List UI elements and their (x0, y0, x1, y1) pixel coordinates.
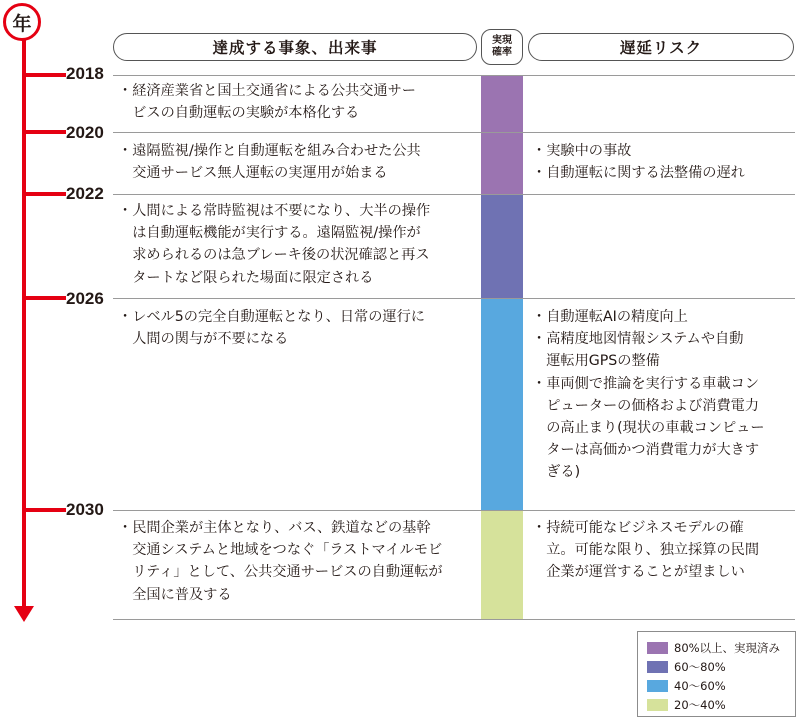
risk-line: ・持続可能なビジネスモデルの確 (532, 520, 744, 536)
row-divider (113, 619, 795, 620)
event-line: ・民間企業が主体となり、バス、鉄道などの基幹 (118, 520, 431, 536)
event-line: ビスの自動運転の実験が本格化する (118, 105, 360, 122)
row-divider (113, 75, 795, 76)
year-label: 2020 (66, 123, 104, 142)
legend-label: 60〜80% (674, 660, 726, 674)
probability-segment (481, 75, 523, 133)
legend-label: 80%以上、実現済み (674, 641, 781, 655)
year-tick (26, 130, 66, 134)
risk-line: ターは高価かつ消費電力が大きす (532, 442, 760, 459)
event-row-2026 (118, 306, 478, 350)
row-divider (113, 132, 795, 133)
probability-header-line1: 実現 (492, 35, 512, 46)
event-line: ・経済産業省と国土交通省による公共交通サー (118, 83, 416, 99)
legend-item (647, 679, 726, 693)
risks-column-header: 遅延リスク (528, 33, 794, 61)
events-column-header: 達成する事象、出来事 (113, 33, 477, 61)
event-line: ・人間による常時監視は不要になり、大半の操作 (118, 203, 431, 219)
event-line: は自動運転機能が実行する。遠隔監視/操作が (118, 225, 421, 242)
event-line: 求められるのは急ブレーキ後の状況確認と再ス (118, 247, 430, 264)
timeline-arrow-icon (14, 606, 34, 622)
year-tick (26, 508, 66, 512)
probability-segment (481, 133, 523, 194)
risk-line: ・自動運転AIの精度向上 (532, 309, 688, 325)
risk-line: ぎる) (532, 464, 581, 481)
legend-swatch (647, 699, 668, 711)
event-line: リティ」として、公共交通サービスの自動運転が (118, 564, 443, 581)
timeline-axis (22, 34, 26, 610)
probability-header-line2: 確率 (492, 47, 512, 58)
event-line: 交通システムと地域をつなぐ「ラストマイルモビ (118, 542, 443, 559)
risk-line: 運転用GPSの整備 (532, 353, 660, 370)
probability-segment (481, 194, 523, 299)
year-label: 2018 (66, 64, 104, 83)
risk-line: ピューターの価格および消費電力 (532, 397, 760, 414)
legend-item (647, 698, 726, 712)
legend-item (647, 641, 780, 655)
risk-row-2026 (532, 306, 794, 484)
event-line: 人間の関与が不要になる (118, 331, 289, 348)
event-line: ・レベル5の完全自動運転となり、日常の運行に (118, 309, 425, 325)
probability-segment (481, 299, 523, 511)
probability-segment (481, 511, 523, 619)
year-tick (26, 296, 66, 300)
event-line: 交通サービス無人運転の実運用が始まる (118, 165, 388, 182)
event-line: ・遠隔監視/操作と自動運転を組み合わせた公共 (118, 143, 421, 159)
row-divider (113, 298, 795, 299)
legend-swatch (647, 661, 668, 673)
risk-line: ・高精度地図情報システムや自動 (532, 331, 744, 348)
event-row-2018 (118, 80, 478, 124)
risk-row-2030 (532, 517, 794, 584)
year-tick (26, 73, 66, 77)
probability-column-header (481, 29, 523, 65)
legend-label: 20〜40% (674, 698, 726, 712)
year-tick (26, 192, 66, 196)
risk-line: の高止まり(現状の車載コンピュー (532, 420, 765, 437)
risk-line: 立。可能な限り、独立採算の民間 (532, 542, 760, 559)
row-divider (113, 510, 795, 511)
event-row-2030 (118, 517, 478, 606)
risk-line: ・車両側で推論を実行する車載コン (532, 375, 760, 392)
event-row-2020 (118, 140, 478, 184)
event-line: タートなど限られた場面に限定される (118, 269, 374, 286)
risk-line: ・自動運転に関する法整備の遅れ (532, 165, 745, 182)
risk-line: ・実験中の事故 (532, 143, 632, 159)
risk-row-2020 (532, 140, 794, 184)
legend-swatch (647, 642, 668, 654)
row-divider (113, 194, 795, 195)
event-line: 全国に普及する (118, 586, 232, 603)
year-label: 2030 (66, 500, 104, 519)
risk-line: 企業が運営することが望ましい (532, 564, 745, 581)
year-label: 2026 (66, 289, 104, 308)
legend-item (647, 660, 726, 674)
event-row-2022 (118, 200, 478, 289)
probability-legend (637, 631, 796, 717)
legend-label: 40〜60% (674, 679, 726, 693)
year-unit-label: 年 (3, 3, 41, 41)
year-label: 2022 (66, 184, 104, 203)
legend-swatch (647, 680, 668, 692)
